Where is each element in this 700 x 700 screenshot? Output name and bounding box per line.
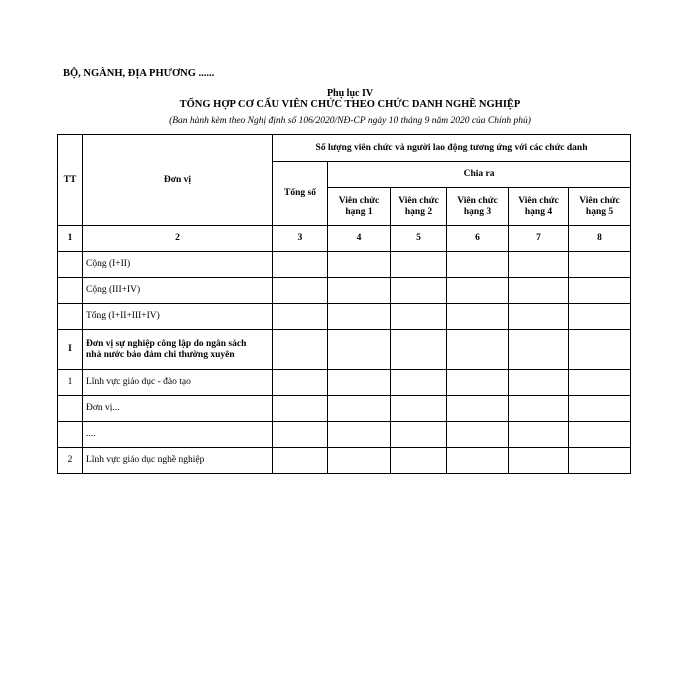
row-tt: 2	[58, 448, 83, 474]
table-row	[58, 330, 631, 370]
header-rank-4: Viên chức hạng 4	[509, 188, 569, 226]
row-tt	[58, 422, 83, 448]
row-tt: 1	[58, 370, 83, 396]
row-tt	[58, 278, 83, 304]
document-subtitle: (Ban hành kèm theo Nghị định số 106/2020/NĐ-CP ngày 10 tháng 9 năm 2020 của Chính phủ)	[169, 116, 531, 126]
col-number: 3	[273, 226, 328, 252]
col-number: 7	[509, 226, 569, 252]
header-group: Số lượng viên chức và người lao động tương ứng với các chức danh	[273, 135, 631, 162]
table-row	[58, 252, 631, 278]
row-unit: Cộng (I+II)	[83, 252, 273, 278]
organization-heading: BỘ, NGÀNH, ĐỊA PHƯƠNG ......	[63, 68, 215, 79]
col-number: 1	[58, 226, 83, 252]
header-rank-1: Viên chức hạng 1	[328, 188, 391, 226]
col-number: 5	[391, 226, 447, 252]
header-unit: Đơn vị	[83, 135, 273, 226]
header-tt: TT	[58, 135, 83, 226]
row-tt	[58, 252, 83, 278]
row-unit: ....	[83, 422, 273, 448]
col-number: 6	[447, 226, 509, 252]
table-row	[58, 422, 631, 448]
header-total: Tổng số	[273, 162, 328, 226]
table-row	[58, 278, 631, 304]
col-number: 4	[328, 226, 391, 252]
header-rank-2: Viên chức hạng 2	[391, 188, 447, 226]
header-rank-5: Viên chức hạng 5	[569, 188, 631, 226]
row-tt	[58, 304, 83, 330]
table-row	[58, 448, 631, 474]
row-unit: Tổng (I+II+III+IV)	[83, 304, 273, 330]
header-rank-3: Viên chức hạng 3	[447, 188, 509, 226]
table-row	[58, 370, 631, 396]
row-unit: Lĩnh vực giáo dục nghề nghiệp	[83, 448, 273, 474]
document-title: TỔNG HỢP CƠ CẤU VIÊN CHỨC THEO CHỨC DANH NGHỀ NGHIỆP	[179, 99, 521, 110]
col-number: 2	[83, 226, 273, 252]
appendix-label: Phụ lục IV	[326, 88, 374, 99]
column-number-row	[58, 226, 631, 252]
row-unit: Đơn vị sự nghiệp công lập do ngân sách nhà nước bảo đảm chi thường xuyên	[83, 330, 273, 370]
row-unit: Lĩnh vực giáo dục - đào tạo	[83, 370, 273, 396]
row-tt: I	[58, 330, 83, 370]
row-unit: Đơn vị...	[83, 396, 273, 422]
row-unit: Cộng (III+IV)	[83, 278, 273, 304]
row-tt	[58, 396, 83, 422]
header-breakdown: Chia ra	[328, 162, 631, 188]
table-row	[58, 396, 631, 422]
staff-structure-table	[57, 134, 631, 474]
col-number: 8	[569, 226, 631, 252]
table-row	[58, 304, 631, 330]
